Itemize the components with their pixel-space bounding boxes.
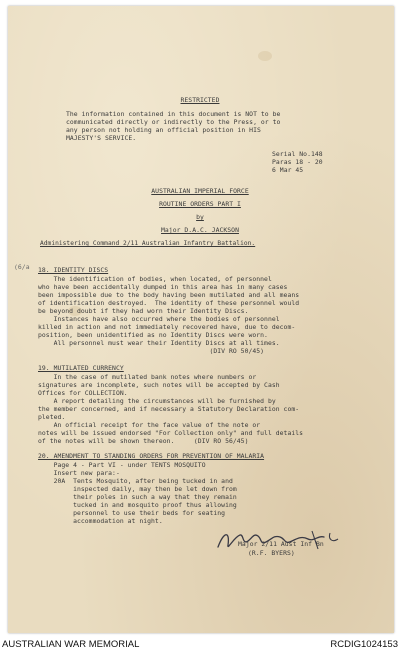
- text-line: signatures are incomplete, such notes will be accepted by Cash: [38, 381, 280, 389]
- signatory-name: (R.F. BYERS): [248, 549, 295, 557]
- text-line: Offices for COLLECTION.: [38, 389, 128, 397]
- notice-line: MAJESTY'S SERVICE.: [66, 134, 137, 142]
- notice-line: The information contained in this document is NOT to be: [66, 110, 281, 118]
- archive-record-id: RCDIG1024153: [330, 639, 398, 650]
- para-20-heading: 20. AMENDMENT TO STANDING ORDERS FOR PREVENTION OF MALARIA: [38, 452, 265, 460]
- text-line: The identification of bodies, when located, of personnel: [38, 275, 272, 283]
- notice-line: communicated directly or indirectly to the Press, or to: [66, 118, 281, 126]
- text-line: their poles in such a way that they remain: [38, 493, 237, 501]
- serial-number: Serial No.148: [272, 150, 323, 158]
- notice-line: any person not holding an official position in HIS: [66, 126, 261, 134]
- text-line: (DIV RO 50/45): [38, 347, 265, 355]
- text-line: pleted.: [38, 413, 66, 421]
- text-line: the member concerned, and if necessary a Statutory Declaration com-: [38, 405, 300, 413]
- text-line: been impossible due to the body having been mutilated and all means: [38, 291, 300, 299]
- para-18-heading: 18. IDENTITY DISCS: [38, 266, 109, 274]
- text-line: All personnel must wear their Identity Discs at all times.: [38, 339, 280, 347]
- order-date: 6 Mar 45: [272, 166, 304, 174]
- text-line: A report detailing the circumstances will be furnished by: [38, 397, 276, 405]
- command-line: Administering Command 2/11 Australian Infantry Battalion.: [40, 240, 256, 247]
- signatory-rank: Major 2/11 Aust Inf Bn: [238, 540, 324, 548]
- force-title: AUSTRALIAN IMPERIAL FORCE: [151, 187, 249, 195]
- text-line: In the case of mutilated bank notes where numbers or: [38, 373, 257, 381]
- author-name: Major D.A.C. JACKSON: [161, 226, 239, 234]
- text-line: accommodation at night.: [38, 517, 163, 525]
- text-line: 20A Tents Mosquito, after being tucked in and: [38, 477, 233, 485]
- archive-footer: [0, 636, 400, 653]
- margin-note: (6/a: [14, 263, 30, 271]
- text-line: inspected daily, may then be let down from: [38, 485, 237, 493]
- text-line: An official receipt for the face value of the note or: [38, 421, 261, 429]
- archive-name: AUSTRALIAN WAR MEMORIAL: [2, 639, 140, 650]
- paras-range: Paras 18 - 20: [272, 158, 323, 166]
- text-line: of the notes will be shown thereon. (DIV RO 56/45): [38, 437, 249, 445]
- by-label: by: [196, 213, 204, 221]
- text-line: killed in action and not immediately recovered have, due to decom-: [38, 323, 296, 331]
- text-line: Instances have also occurred where the bodies of personnel: [38, 315, 280, 323]
- text-line: Insert new para:-: [38, 469, 120, 477]
- text-line: of identification destroyed. The identity of these personnel would: [38, 299, 300, 307]
- text-line: Page 4 - Part VI - under TENTS MOSQUITO: [38, 461, 206, 469]
- para-19-heading: 19. MUTILATED CURRENCY: [38, 364, 124, 372]
- text-line: personnel to use their beds for seating: [38, 509, 226, 517]
- text-line: position, been unidentified as no Identity Discs were worn.: [38, 331, 268, 339]
- text-line: notes will be issued endorsed "For Collection only" and full details: [38, 429, 304, 437]
- text-line: who have been accidentally dumped in this area has in many cases: [38, 283, 288, 291]
- orders-title: ROUTINE ORDERS PART I: [159, 200, 241, 208]
- paper-stain: [258, 51, 272, 61]
- text-line: be beyond doubt if they had worn their Identity Discs.: [38, 307, 249, 315]
- classification-heading: RESTRICTED: [180, 96, 220, 104]
- text-line: tucked in and mosquito proof thus allowing: [38, 501, 237, 509]
